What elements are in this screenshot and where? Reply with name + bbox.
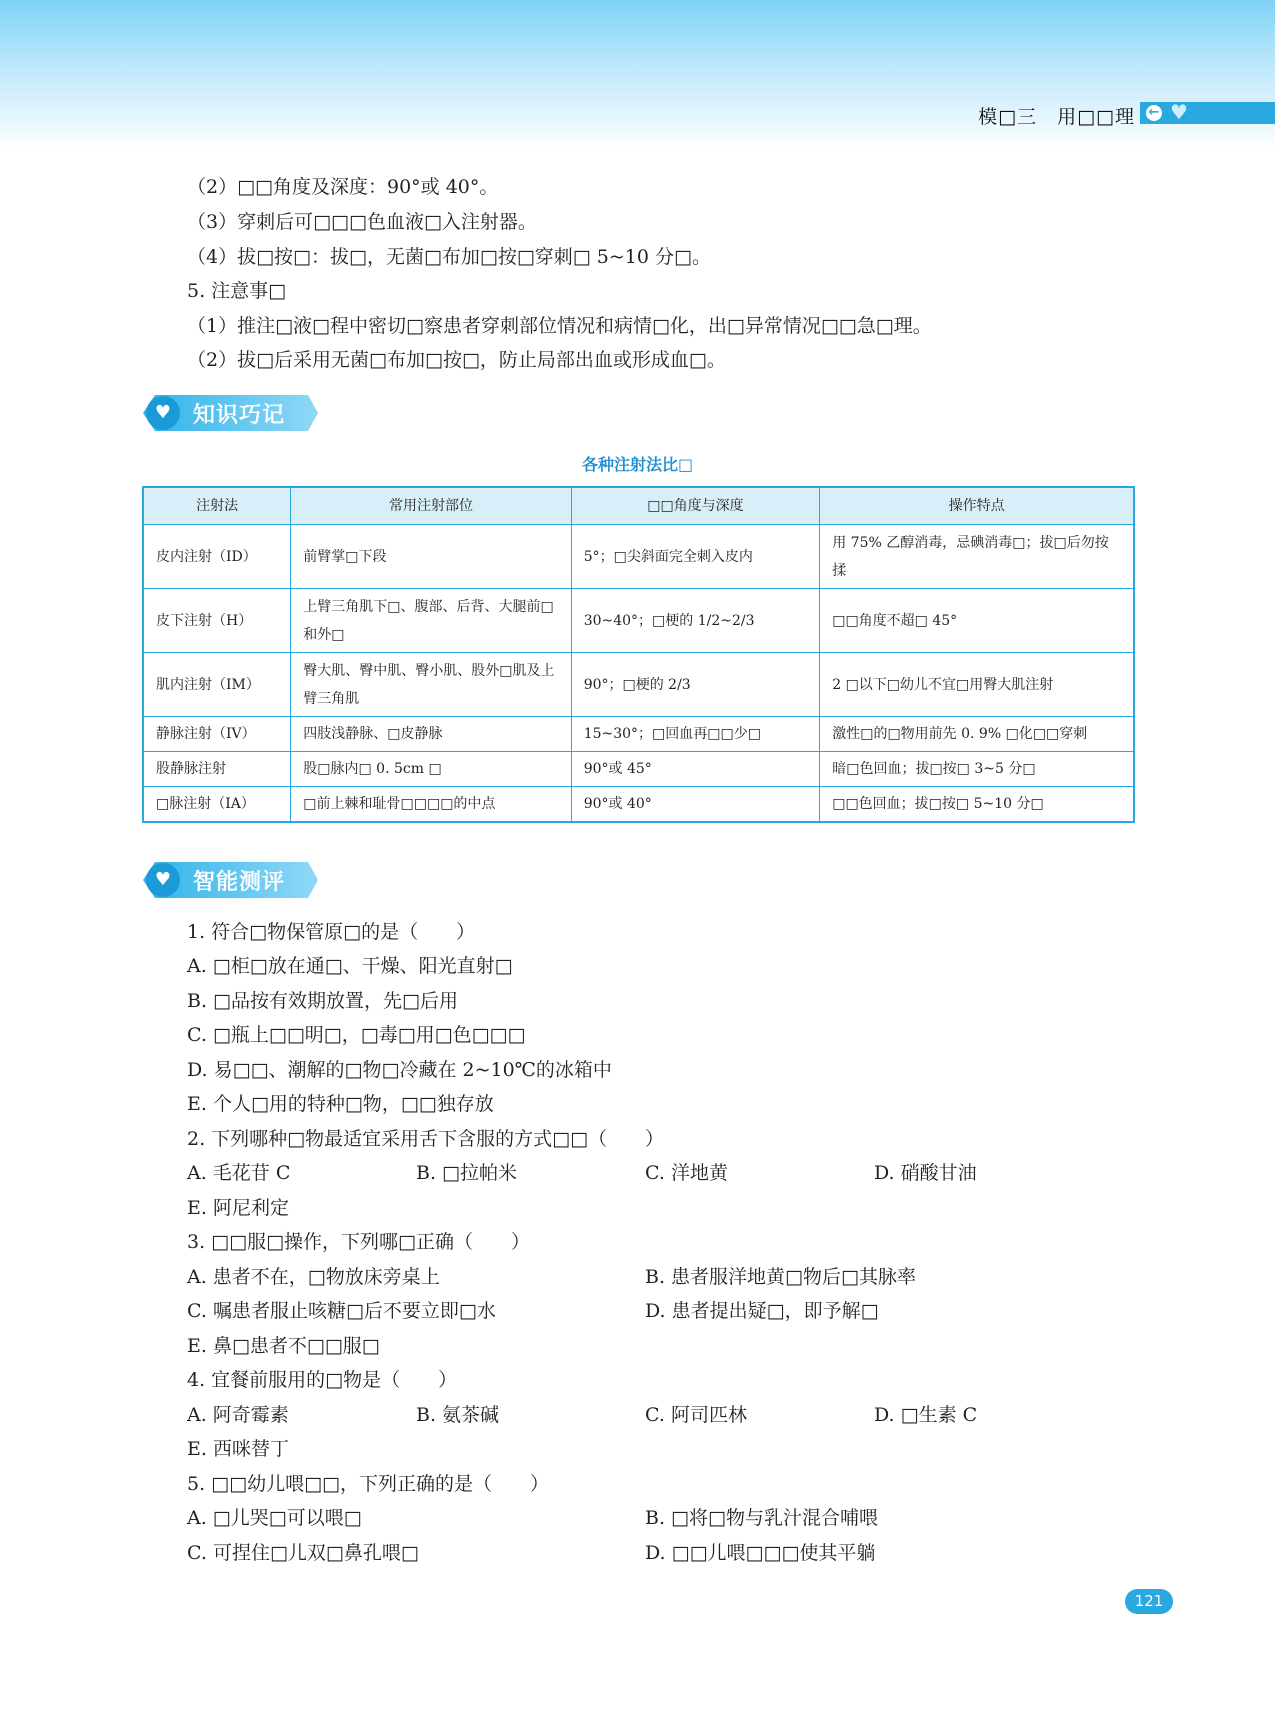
column-header: 常用注射部位: [291, 487, 571, 525]
table-cell: 用 75% 乙醇消毒，忌碘消毒□；拔□后勿按揉: [820, 525, 1134, 589]
table-cell: 上臂三角肌下□、腹部、后背、大腿前□和外□: [291, 589, 571, 653]
table-row: [143, 717, 1134, 752]
table-cell: 5°；□尖斜面完全刺入皮内: [571, 525, 820, 589]
option-d[interactable]: D. □生素 C: [874, 1404, 978, 1426]
table-cell: 暗□色回血；拔□按□ 3~5 分□: [820, 752, 1134, 787]
knowledge-title: 知识巧记: [193, 403, 286, 428]
option-c[interactable]: C. 可捏住□儿双□鼻孔喂□: [187, 1542, 419, 1564]
question-stem: 3. □□服□操作，下列哪□正确（ ）: [187, 1231, 530, 1253]
table-cell: 皮内注射（ID）: [143, 525, 291, 589]
table-cell: 股静脉注射: [143, 752, 291, 787]
option-a[interactable]: A. □柜□放在通□、干燥、阳光直射□: [187, 955, 513, 977]
text-line: （2）□□角度及深度：90°或 40°。: [187, 176, 499, 198]
assessment-title: 智能测评: [193, 870, 286, 895]
text-line: （3）穿刺后可□□□色血液□入注射器。: [187, 211, 537, 233]
table-cell: 15~30°；□回血再□□少□: [571, 717, 820, 752]
option-b[interactable]: B. □拉帕米: [416, 1162, 517, 1184]
question-stem: 2. 下列哪种□物最适宜采用舌下含服的方式□□（ ）: [187, 1128, 665, 1150]
table-cell: 激性□的□物用前先 0. 9% □化□□穿刺: [820, 717, 1134, 752]
option-a[interactable]: A. 患者不在，□物放床旁桌上: [187, 1266, 440, 1288]
option-d[interactable]: D. 患者提出疑□，即予解□: [645, 1300, 879, 1322]
table-cell: 30~40°；□梗的 1/2~2/3: [571, 589, 820, 653]
table-row: [143, 653, 1134, 717]
option-b[interactable]: B. 氨茶碱: [416, 1404, 500, 1426]
question-stem: 5. □□幼儿喂□□，下列正确的是（ ）: [187, 1473, 549, 1495]
option-e[interactable]: E. 西咪替丁: [187, 1438, 289, 1460]
arrow-left-icon[interactable]: ←: [1146, 105, 1162, 121]
option-d[interactable]: D. 硝酸甘油: [874, 1162, 977, 1184]
table-row: [143, 787, 1134, 822]
heart-icon: ♥: [1170, 100, 1188, 124]
option-e[interactable]: E. 个人□用的特种□物，□□独存放: [187, 1093, 494, 1115]
table-cell: 90°或 40°: [571, 787, 820, 822]
text-line: （2）拔□后采用无菌□布加□按□，防止局部出血或形成血□。: [187, 349, 726, 371]
table-row: [143, 752, 1134, 787]
table-cell: 90°或 45°: [571, 752, 820, 787]
question-stem: 4. 宜餐前服用的□物是（ ）: [187, 1369, 458, 1391]
option-b[interactable]: B. □品按有效期放置，先□后用: [187, 990, 458, 1012]
option-e[interactable]: E. 鼻□患者不□□服□: [187, 1335, 380, 1357]
chapter-title: 模□三 用□□理: [978, 106, 1135, 128]
option-e[interactable]: E. 阿尼利定: [187, 1197, 289, 1219]
heartbeat-icon: ♥: [146, 863, 180, 897]
table-cell: 股□脉内□ 0. 5cm □: [291, 752, 571, 787]
table-cell: □□角度不超□ 45°: [820, 589, 1134, 653]
table-cell: □前上棘和耻骨□□□□的中点: [291, 787, 571, 822]
table-cell: 肌内注射（IM）: [143, 653, 291, 717]
text-line: （4）拔□按□：拔□，无菌□布加□按□穿刺□ 5~10 分□。: [187, 246, 711, 268]
option-c[interactable]: C. 嘱患者服止咳糖□后不要立即□水: [187, 1300, 496, 1322]
table-cell: 2 □以下□幼儿不宜□用臀大肌注射: [820, 653, 1134, 717]
table-cell: 前臂掌□下段: [291, 525, 571, 589]
table-cell: 皮下注射（H）: [143, 589, 291, 653]
question-stem: 1. 符合□物保管原□的是（ ）: [187, 921, 476, 943]
option-b[interactable]: B. 患者服洋地黄□物后□其脉率: [645, 1266, 916, 1288]
option-d[interactable]: D. 易□□、潮解的□物□冷藏在 2~10℃的冰箱中: [187, 1059, 612, 1081]
table-cell: □脉注射（IA）: [143, 787, 291, 822]
comparison-table: [142, 486, 1135, 823]
table-row: [143, 589, 1134, 653]
table-cell: 臀大肌、臀中肌、臀小肌、股外□肌及上臂三角肌: [291, 653, 571, 717]
option-c[interactable]: C. 洋地黄: [645, 1162, 728, 1184]
page-number: 121: [1125, 1589, 1173, 1614]
text-line: （1）推注□液□程中密切□察患者穿刺部位情况和病情□化，出□异常情况□□急□理。: [187, 315, 932, 337]
option-c[interactable]: C. 阿司匹林: [645, 1404, 747, 1426]
table-cell: □□色回血；拔□按□ 5~10 分□: [820, 787, 1134, 822]
option-a[interactable]: A. □儿哭□可以喂□: [187, 1507, 362, 1529]
option-a[interactable]: A. 毛花苷 C: [187, 1162, 291, 1184]
option-c[interactable]: C. □瓶上□□明□，□毒□用□色□□□: [187, 1024, 526, 1046]
heartbeat-icon: ♥: [146, 396, 180, 430]
option-b[interactable]: B. □将□物与乳汁混合哺喂: [645, 1507, 878, 1529]
column-header: 操作特点: [820, 487, 1134, 525]
column-header: 注射法: [143, 487, 291, 525]
table-caption: 各种注射法比□: [581, 455, 694, 474]
table-cell: 90°；□梗的 2/3: [571, 653, 820, 717]
table-cell: 四肢浅静脉、□皮静脉: [291, 717, 571, 752]
table-row: [143, 525, 1134, 589]
table-cell: 静脉注射（IV）: [143, 717, 291, 752]
column-header: □□角度与深度: [571, 487, 820, 525]
option-d[interactable]: D. □□儿喂□□□使其平躺: [645, 1542, 876, 1564]
option-a[interactable]: A. 阿奇霉素: [187, 1404, 289, 1426]
section-heading: 5. 注意事□: [187, 280, 287, 302]
table-header-row: [143, 487, 1134, 525]
